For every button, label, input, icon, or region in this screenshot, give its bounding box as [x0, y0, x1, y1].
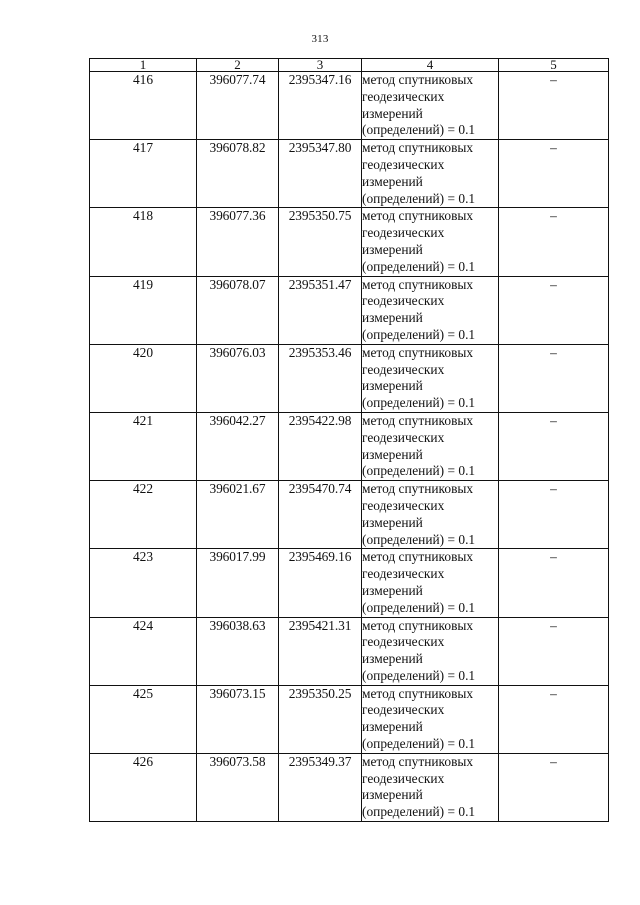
description-cell: –: [499, 276, 609, 344]
method-line: (определений) = 0.1: [362, 531, 476, 547]
method-line: метод спутниковых: [362, 549, 474, 565]
point-number-cell: 422: [90, 481, 197, 549]
description-cell: –: [499, 208, 609, 276]
coordinate-x-cell: 396021.67: [197, 481, 279, 549]
method-line: измерений: [362, 651, 423, 667]
method-line: метод спутниковых: [362, 140, 474, 156]
method-cell: [362, 72, 499, 140]
method-line: метод спутниковых: [362, 753, 474, 769]
method-line: геодезических: [362, 566, 445, 582]
coordinates-table: [89, 58, 609, 822]
method-line: геодезических: [362, 225, 445, 241]
point-number-cell: 424: [90, 617, 197, 685]
coordinate-x-cell: 396078.07: [197, 276, 279, 344]
method-line: измерений: [362, 582, 423, 598]
method-line: геодезических: [362, 429, 445, 445]
table-row: [90, 208, 609, 276]
method-line: геодезических: [362, 497, 445, 513]
method-line: метод спутниковых: [362, 208, 474, 224]
description-cell: –: [499, 753, 609, 821]
point-number-cell: 416: [90, 72, 197, 140]
description-cell: –: [499, 140, 609, 208]
description-cell: –: [499, 685, 609, 753]
method-line: метод спутниковых: [362, 72, 474, 87]
method-line: метод спутниковых: [362, 344, 474, 360]
method-line: измерений: [362, 787, 423, 803]
method-line: геодезических: [362, 156, 445, 172]
method-line: метод спутниковых: [362, 685, 474, 701]
method-cell: [362, 617, 499, 685]
method-line: измерений: [362, 719, 423, 735]
description-cell: –: [499, 72, 609, 140]
method-cell: [362, 685, 499, 753]
column-header-3: 3: [279, 59, 362, 72]
coordinate-x-cell: 396076.03: [197, 344, 279, 412]
method-cell: [362, 481, 499, 549]
table-row: [90, 481, 609, 549]
point-number-cell: 420: [90, 344, 197, 412]
table-row: [90, 276, 609, 344]
table-row: [90, 753, 609, 821]
method-cell: [362, 549, 499, 617]
point-number-cell: 418: [90, 208, 197, 276]
coordinate-y-cell: 2395347.16: [279, 72, 362, 140]
coordinate-x-cell: 396077.36: [197, 208, 279, 276]
coordinate-y-cell: 2395421.31: [279, 617, 362, 685]
method-line: (определений) = 0.1: [362, 463, 476, 479]
method-cell: [362, 753, 499, 821]
method-cell: [362, 140, 499, 208]
method-line: измерений: [362, 446, 423, 462]
coordinate-x-cell: 396017.99: [197, 549, 279, 617]
method-line: измерений: [362, 378, 423, 394]
table-row: [90, 549, 609, 617]
method-line: геодезических: [362, 634, 445, 650]
point-number-cell: 425: [90, 685, 197, 753]
method-line: геодезических: [362, 293, 445, 309]
method-cell: [362, 412, 499, 480]
column-header-1: 1: [90, 59, 197, 72]
method-line: (определений) = 0.1: [362, 190, 476, 206]
method-line: (определений) = 0.1: [362, 599, 476, 615]
coordinate-x-cell: 396038.63: [197, 617, 279, 685]
coordinate-x-cell: 396077.74: [197, 72, 279, 140]
point-number-cell: 421: [90, 412, 197, 480]
method-line: геодезических: [362, 361, 445, 377]
coordinate-x-cell: 396073.58: [197, 753, 279, 821]
point-number-cell: 417: [90, 140, 197, 208]
coordinate-y-cell: 2395349.37: [279, 753, 362, 821]
method-line: метод спутниковых: [362, 276, 474, 292]
method-line: измерений: [362, 173, 423, 189]
page-number: 313: [311, 33, 329, 45]
method-line: измерений: [362, 310, 423, 326]
coordinate-y-cell: 2395350.25: [279, 685, 362, 753]
table-row: [90, 72, 609, 140]
column-header-5: 5: [499, 59, 609, 72]
description-cell: –: [499, 412, 609, 480]
coordinate-x-cell: 396078.82: [197, 140, 279, 208]
method-cell: [362, 276, 499, 344]
method-line: геодезических: [362, 702, 445, 718]
table-row: [90, 140, 609, 208]
method-line: (определений) = 0.1: [362, 258, 476, 274]
coordinate-y-cell: 2395351.47: [279, 276, 362, 344]
table-header-row: [90, 59, 609, 72]
column-header-4: 4: [362, 59, 499, 72]
coordinate-y-cell: 2395470.74: [279, 481, 362, 549]
method-line: геодезических: [362, 88, 445, 104]
table-row: [90, 685, 609, 753]
method-line: метод спутниковых: [362, 412, 474, 428]
method-line: геодезических: [362, 770, 445, 786]
method-line: (определений) = 0.1: [362, 804, 476, 820]
point-number-cell: 423: [90, 549, 197, 617]
method-line: (определений) = 0.1: [362, 326, 476, 342]
point-number-cell: 419: [90, 276, 197, 344]
description-cell: –: [499, 481, 609, 549]
method-line: (определений) = 0.1: [362, 736, 476, 752]
coordinate-x-cell: 396042.27: [197, 412, 279, 480]
description-cell: –: [499, 617, 609, 685]
coordinate-x-cell: 396073.15: [197, 685, 279, 753]
coordinate-y-cell: 2395422.98: [279, 412, 362, 480]
method-line: метод спутниковых: [362, 617, 474, 633]
table-row: [90, 412, 609, 480]
point-number-cell: 426: [90, 753, 197, 821]
method-line: (определений) = 0.1: [362, 667, 476, 683]
table-row: [90, 617, 609, 685]
method-line: измерений: [362, 241, 423, 257]
coordinate-y-cell: 2395353.46: [279, 344, 362, 412]
table-body: [90, 72, 609, 822]
description-cell: –: [499, 549, 609, 617]
method-line: (определений) = 0.1: [362, 122, 476, 138]
method-cell: [362, 208, 499, 276]
method-line: (определений) = 0.1: [362, 395, 476, 411]
coordinate-y-cell: 2395469.16: [279, 549, 362, 617]
method-cell: [362, 344, 499, 412]
coordinate-y-cell: 2395350.75: [279, 208, 362, 276]
description-cell: –: [499, 344, 609, 412]
coordinate-y-cell: 2395347.80: [279, 140, 362, 208]
column-header-2: 2: [197, 59, 279, 72]
method-line: метод спутниковых: [362, 481, 474, 497]
method-line: измерений: [362, 105, 423, 121]
method-line: измерений: [362, 514, 423, 530]
table-row: [90, 344, 609, 412]
